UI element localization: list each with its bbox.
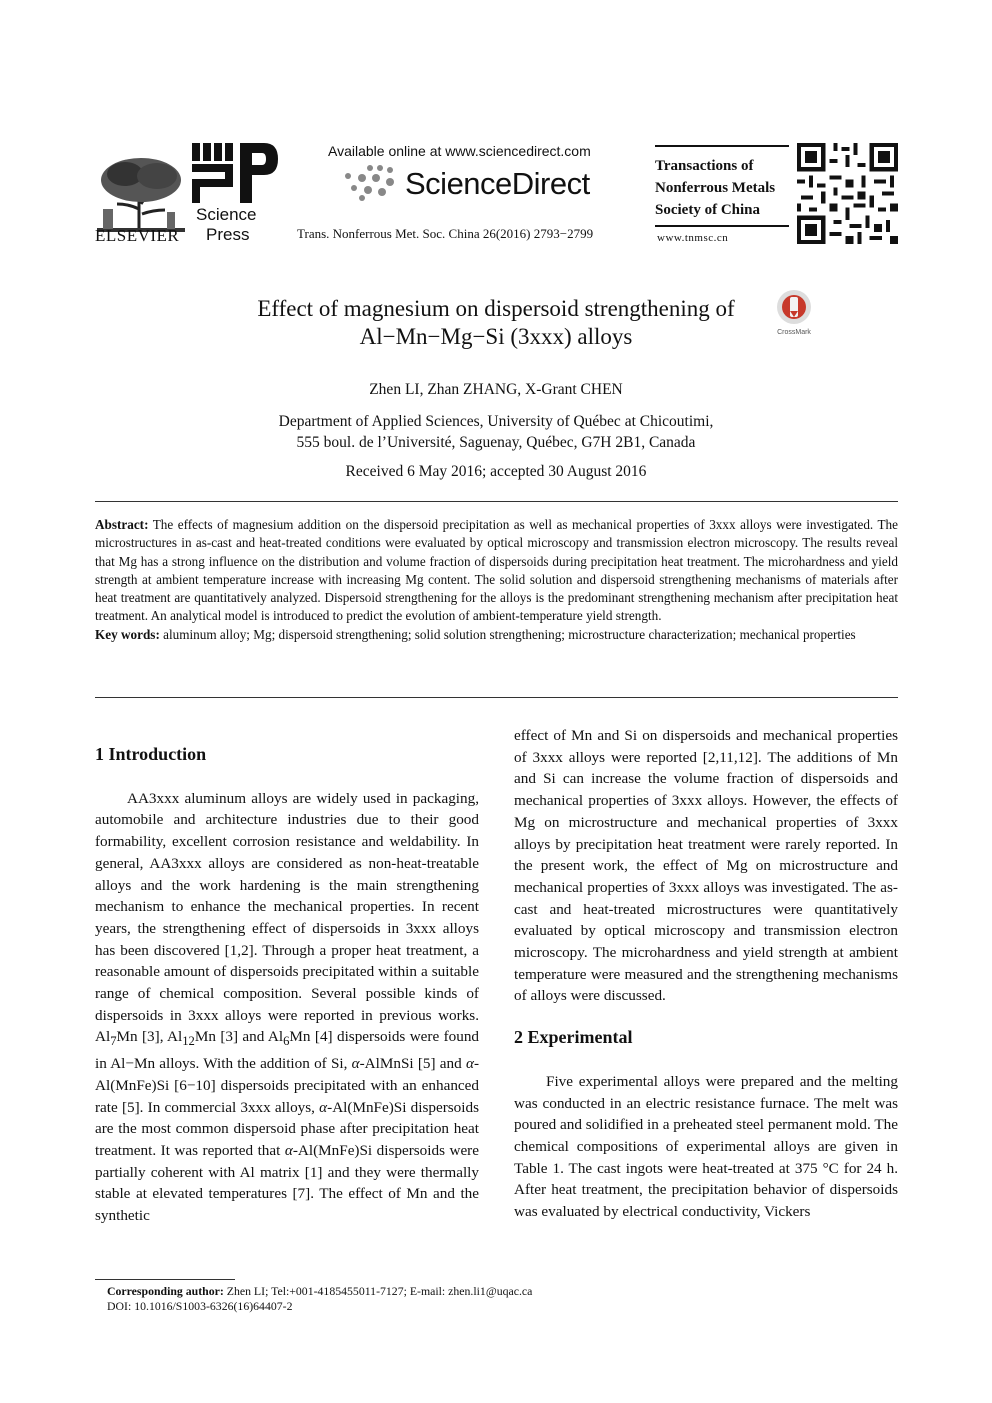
journal-name-line-3: Society of China — [655, 202, 760, 218]
intro-text-a: AA3xxx aluminum alloys are widely used in packaging, automobile and architecture industries due to their good formability, excellent corrosion resistance and weldability. In general, AA3xxx alloys are considered as non-heat-treatable alloys and the work hardening is the main strengthening mechanism to enhance the mechanical properties. In recent years, the strengthening effect of dispersoids in 3xxx alloys has been discovered [1,2]. Through a proper heat treatment, a reasonable amount of dispersoids precipitated within a suitable range of chemical composition. Several possible kinds of dispersoids in 3xxx alloys were reported in previous works. — [95, 789, 479, 1024]
left-column — [95, 744, 479, 1227]
abstract-text: The effects of magnesium addition on the dispersoid precipitation as well as mechanical properties of 3xxx alloys were investigated. The microstructures in as-cast and heat-treated conditions were evaluated by optical microscopy and transmission electron microscopy. The results reveal that Mg has a strong influence on the distribution and volume fraction of dispersoids during precipitation heat treatment. The microhardness and yield strength at ambient temperature increase with increasing Mg content. The solid solution and dispersoid strengthening mechanisms of materials after heat treatment are quantitatively analyzed. Dispersoid strengthening for the alloys is the predominant strengthening mechanism after precipitation heat treatment. An analytical model is introduced to predict the evolution of ambient-temperature yield strength. — [95, 517, 898, 624]
corresponding-author-text: Zhen LI; Tel:+001-4185455011-7127; E-mail: zhen.li1@uqac.ca — [223, 1284, 533, 1298]
intro-continuation: effect of Mn and Si on dispersoids and mechanical properties of 3xxx alloys were reported [2,11,12]. The additions of Mn and Si can increase the volume fraction of dispersoids and mechanical properties of 3xxx alloys. However, the effects of Mg on microstructure and mechanical properties of 3xxx alloys by precipitation heat treatment were rarely reported. In the present work, the effect of Mg on microstructure and mechanical properties of 3xxx alloys was investigated. The as-cast and heat-treated microstructures were quantitatively evaluated by optical microscopy and transmission electron microscopy. The microhardness and yield strength at ambient temperature were measured and the strengthening mechanisms of alloys were discussed. — [514, 727, 898, 1005]
article-title — [0, 295, 992, 351]
intro-text-h: -Al(MnFe)Si dispersoids were partially coherent with Al matrix [1] and they were thermally stable at elevated temperatures [7]. The effect of Mn and the synthetic — [95, 1141, 479, 1225]
intro-text-e: -AlMnSi [5] and — [359, 1055, 466, 1073]
sciencedirect-dots-icon — [340, 162, 400, 202]
title-line-1: Effect of magnesium on dispersoid strengthening of — [257, 296, 735, 321]
footnote — [107, 1284, 532, 1314]
crossmark-label: CrossMark — [777, 329, 811, 336]
intro-text-c: Mn [3] and — [194, 1028, 268, 1046]
corresponding-author — [107, 1284, 532, 1299]
science-press-line-1: Science — [196, 205, 257, 224]
intro-text-b: Mn [3], — [116, 1028, 168, 1046]
qr-code-icon — [797, 143, 898, 244]
affiliation-line-2: 555 boul. de l’Université, Saguenay, Québec, G7H 2B1, Canada — [296, 434, 696, 451]
keywords-label: Key words: — [95, 626, 160, 642]
journal-citation: Trans. Nonferrous Met. Soc. China 26(2016) 2793−2799 — [297, 226, 594, 241]
section-heading-introduction: 1 Introduction — [95, 744, 207, 764]
received-dates: Received 6 May 2016; accepted 30 August 2016 — [345, 463, 647, 480]
divider-top — [95, 501, 898, 502]
experimental-paragraph: Five experimental alloys were prepared and the melting was conducted in an electric resistance furnace. The melt was poured and solidified in a preheated steel permanent mold. The chemical compositions of experimental alloys are given in Table 1. The cast ingots were heat-treated at 375 °C for 24 h. After heat treatment, the precipitation behavior of dispersoids was evaluated by electrical conductivity, Vickers — [514, 1072, 898, 1221]
affiliation — [0, 411, 992, 453]
sciencedirect-wordmark: ScienceDirect — [405, 166, 590, 201]
divider-bottom — [95, 697, 898, 698]
science-press-line-2: Press — [206, 225, 250, 244]
phase-al7mn: Al — [95, 1028, 111, 1046]
phase-al6mn: Al — [267, 1028, 284, 1046]
footnote-divider — [95, 1279, 235, 1280]
section-heading-experimental: 2 Experimental — [514, 1027, 633, 1048]
journal-url[interactable]: www.tnmsc.cn — [657, 232, 729, 244]
alpha-symbol: α — [319, 1098, 328, 1116]
corresponding-author-label: Corresponding author: — [107, 1284, 224, 1298]
abstract-section — [95, 516, 898, 644]
intro-text-f: -Al(MnFe)Si [6−10] dispersoids precipitated with an enhanced rate [5]. In commercial 3xxx alloys, — [95, 1055, 479, 1116]
intro-text-g: -Al(MnFe)Si dispersoids are the most common dispersoid phase after precipitation heat treatment. It was reported that — [95, 1098, 479, 1159]
phase-al12mn-sub: 12 — [182, 1034, 195, 1049]
alpha-symbol: α — [465, 1055, 474, 1073]
phase-al7mn-sub: 7 — [110, 1034, 117, 1049]
available-online-text: Available online at www.sciencedirect.com — [328, 143, 591, 159]
science-press-logo — [192, 143, 278, 203]
elsevier-wordmark: ELSEVIER — [95, 226, 180, 245]
doi: DOI: 10.1016/S1003-6326(16)64407-2 — [107, 1299, 293, 1313]
crossmark-icon — [773, 288, 815, 326]
title-line-2: Al−Mn−Mg−Si (3xxx) alloys — [359, 324, 633, 349]
keywords-text: aluminum alloy; Mg; dispersoid strengthening; solid solution strengthening; microstructure characterization; mechanical properties — [163, 626, 856, 642]
journal-title-box — [655, 145, 789, 227]
alpha-symbol: α — [351, 1055, 360, 1073]
intro-paragraph — [95, 788, 479, 1227]
intro-text-d: Mn [4] dispersoids were found in Al−Mn alloys. With the addition of Si, — [95, 1028, 480, 1073]
science-press-wordmark — [196, 205, 256, 245]
phase-al6mn-sub: 6 — [283, 1034, 290, 1049]
authors: Zhen LI, Zhan ZHANG, X-Grant CHEN — [369, 381, 623, 398]
keywords-paragraph — [95, 626, 898, 644]
journal-name-line-1: Transactions of — [655, 158, 754, 174]
alpha-symbol: α — [284, 1141, 293, 1159]
right-column — [514, 725, 898, 1223]
abstract-label: Abstract: — [95, 517, 149, 532]
crossmark-badge[interactable] — [773, 288, 815, 336]
phase-al12mn: Al — [167, 1028, 183, 1046]
affiliation-line-1: Department of Applied Sciences, University of Québec at Chicoutimi, — [278, 413, 714, 430]
abstract-paragraph — [95, 516, 898, 626]
journal-name-line-2: Nonferrous Metals — [655, 180, 776, 196]
